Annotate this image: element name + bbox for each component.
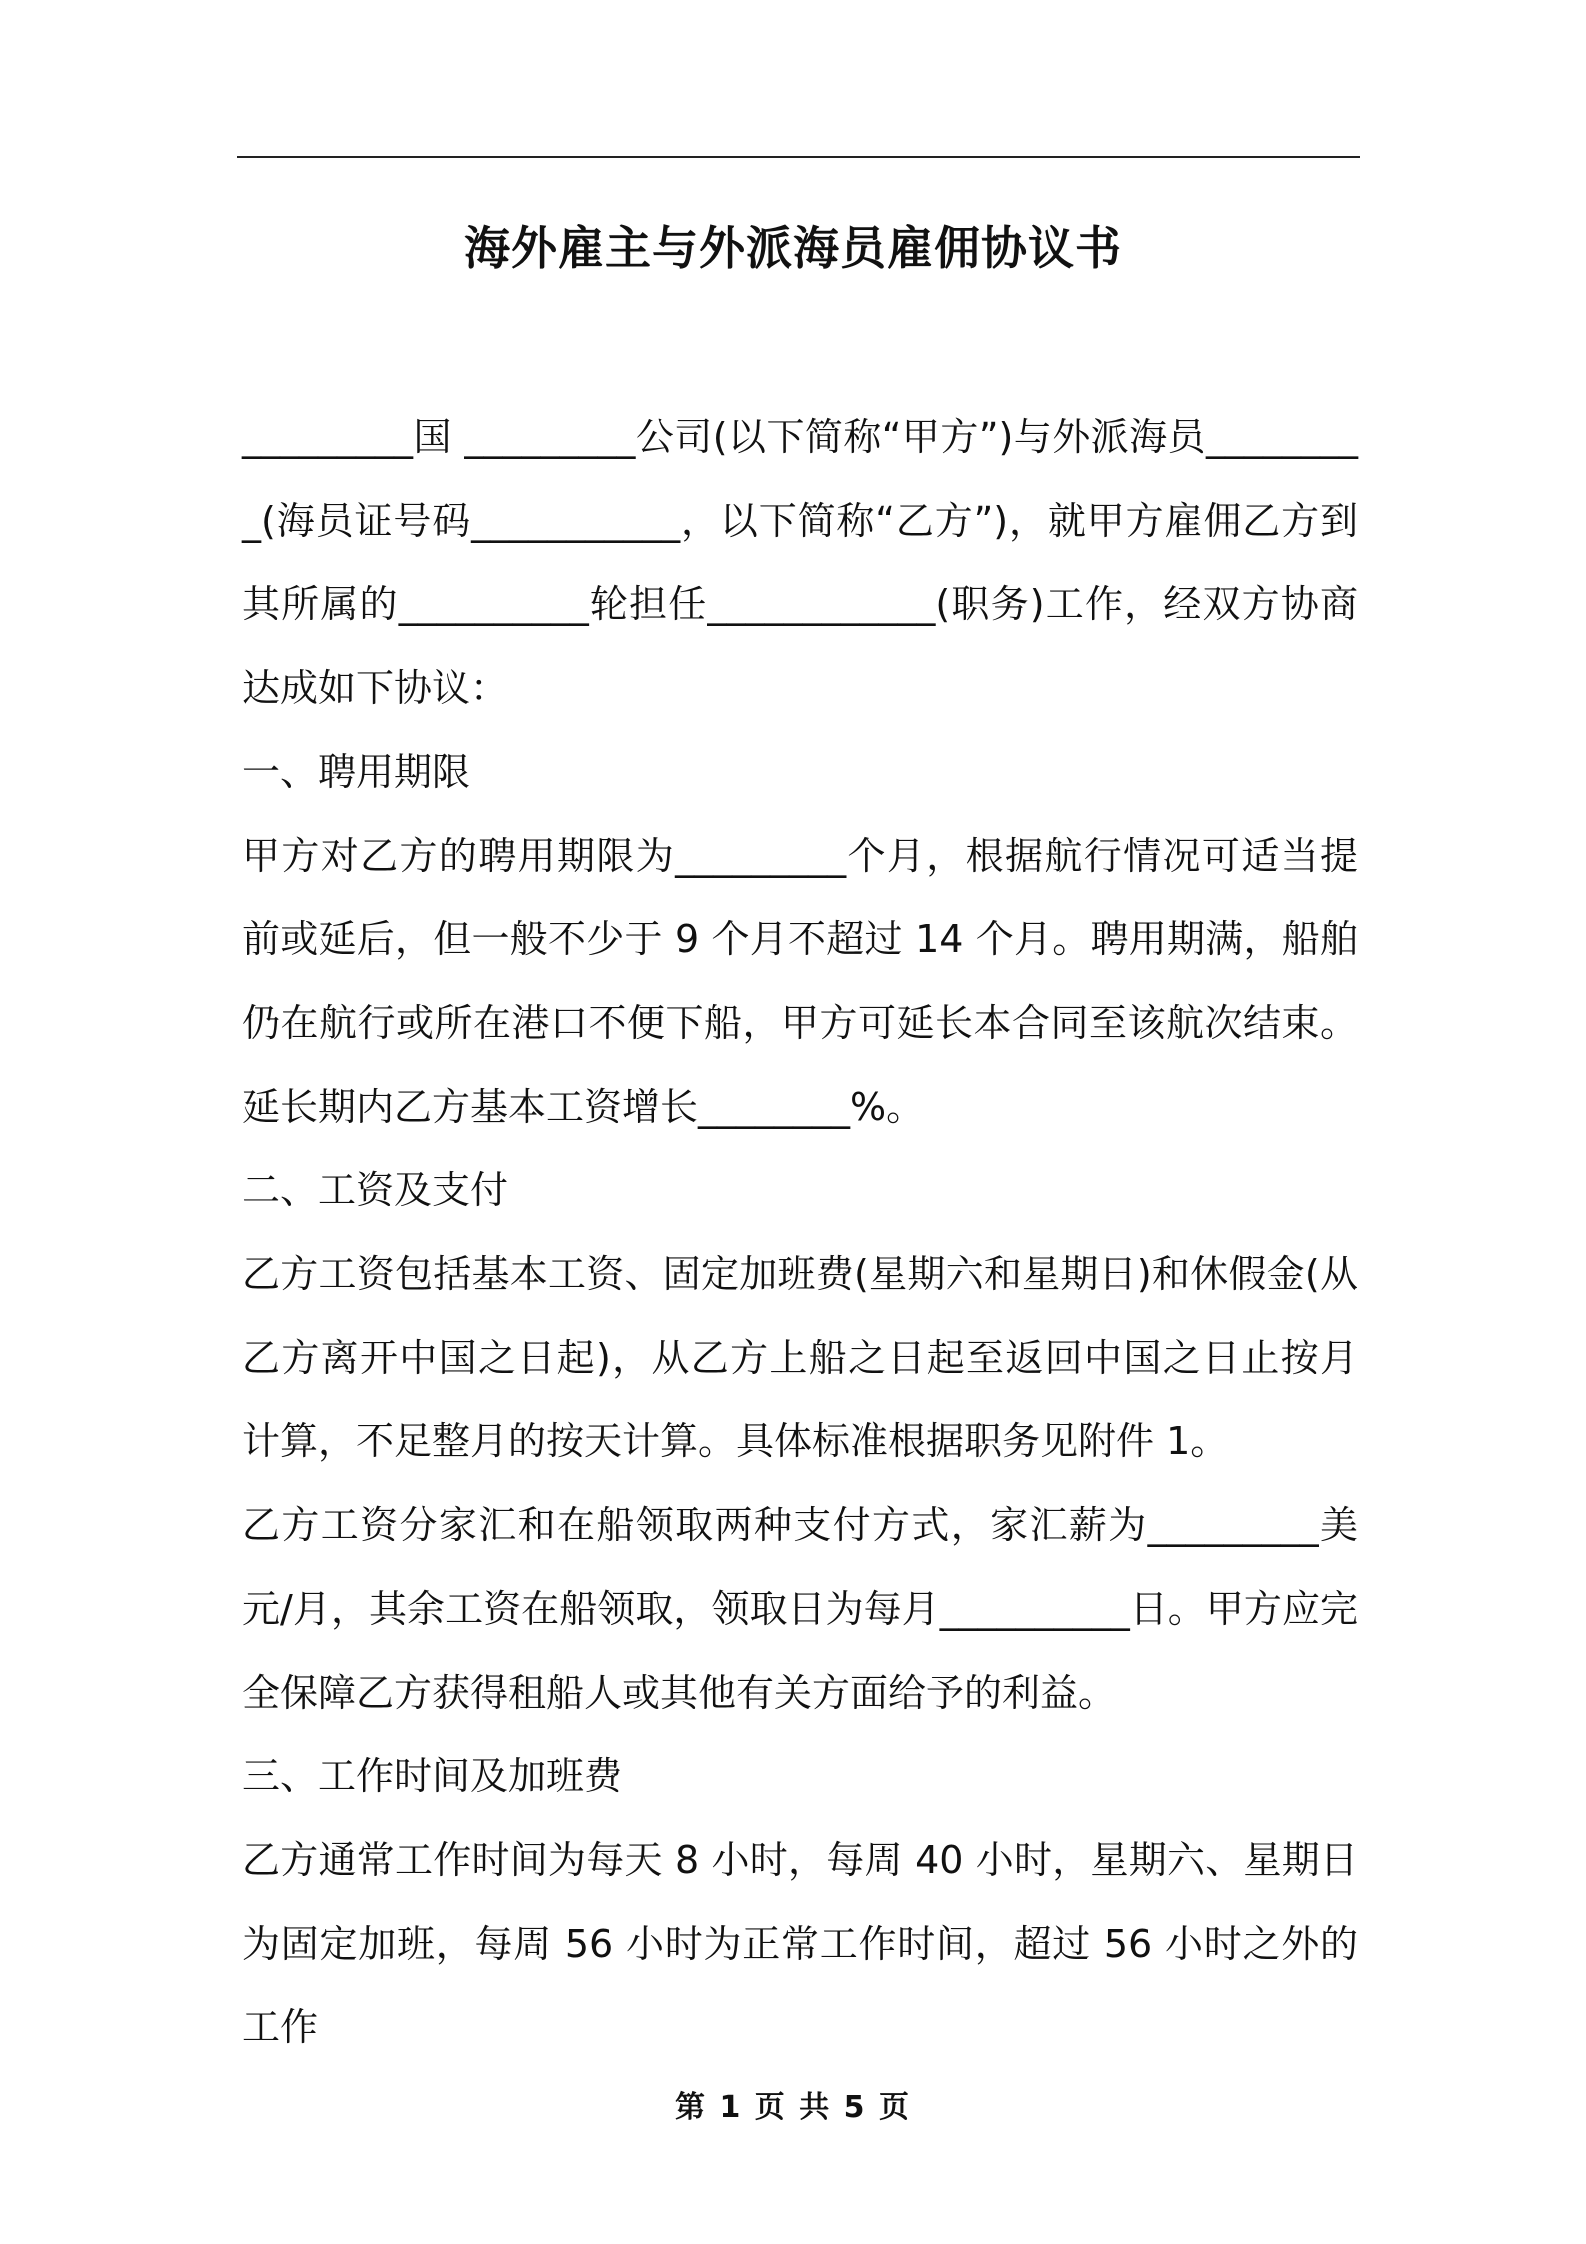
section-paragraph-term: 甲方对乙方的聘用期限为_________个月，根据航行情况可适当提前或延后，但一般不少于 9 个月不超过 14 个月。聘用期满，船舶仍在航行或所在港口不便下船，甲方可延长本合同至该航次结束。延长期内乙方基本工资增长________%。 — [242, 833, 1358, 1129]
document-title: 海外雇主与外派海员雇佣协议书 — [464, 221, 1122, 275]
section-paragraph-salary-1: 乙方工资包括基本工资、固定加班费(星期六和星期日)和休假金(从乙方离开中国之日起)，从乙方上船之日起至返回中国之日止按月计算，不足整月的按天计算。具体标准根据职务见附件 1。 — [242, 1252, 1358, 1464]
section-heading-term: 一、聘用期限 — [242, 749, 471, 794]
document-body — [242, 396, 1358, 2070]
header-rule — [237, 156, 1360, 158]
intro-paragraph: _________国 _________公司(以下简称“甲方”)与外派海员_________(海员证号码___________，以下简称“乙方”)，就甲方雇佣乙方到其所属的__________轮担任____________(职务)工作，经双方协商达成如下协议： — [242, 415, 1358, 711]
section-heading-hours: 三、工作时间及加班费 — [242, 1754, 623, 1799]
page-number-footer: 第 1 页 共 5 页 — [675, 2090, 911, 2125]
section-paragraph-salary-2: 乙方工资分家汇和在船领取两种支付方式，家汇薪为_________美元/月，其余工资在船领取，领取日为每月__________日。甲方应完全保障乙方获得租船人或其他有关方面给予的利益。 — [242, 1503, 1358, 1715]
section-heading-salary: 二、工资及支付 — [242, 1168, 509, 1213]
section-paragraph-hours: 乙方通常工作时间为每天 8 小时，每周 40 小时，星期六、星期日为固定加班，每周 56 小时为正常工作时间，超过 56 小时之外的工作 — [242, 1837, 1358, 2050]
